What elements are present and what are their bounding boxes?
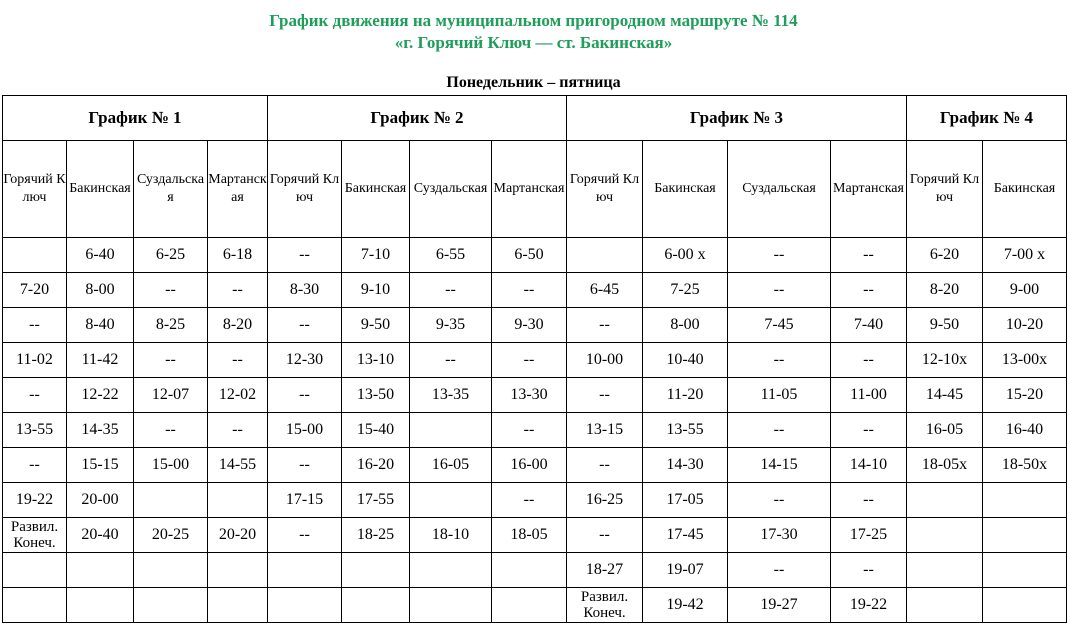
time-cell: 20-40 [67,518,134,553]
time-cell: 6-25 [134,238,208,273]
stop-header-row [3,141,1067,238]
time-cell: 9-50 [907,308,983,343]
stop-header-cell: Бакинская [983,141,1067,238]
time-cell [208,588,268,623]
time-cell: 11-42 [67,343,134,378]
time-cell [983,483,1067,518]
time-cell: -- [567,308,643,343]
stop-header-cell: Горячий Ключ [268,141,342,238]
time-cell: 6-00 х [643,238,728,273]
time-cell: 6-18 [208,238,268,273]
time-cell: -- [831,483,907,518]
time-cell: -- [831,553,907,588]
time-cell: 7-00 х [983,238,1067,273]
time-cell: 14-30 [643,448,728,483]
stop-header-cell: Мартанская [492,141,567,238]
time-cell: -- [728,238,831,273]
table-row [3,588,1067,623]
table-row [3,308,1067,343]
time-cell: -- [831,343,907,378]
time-cell: -- [831,273,907,308]
time-cell: 12-30 [268,343,342,378]
time-cell: 10-00 [567,343,643,378]
time-cell: 18-50х [983,448,1067,483]
stop-header-cell: Бакинская [643,141,728,238]
schedule-table [2,95,1067,623]
time-cell: 10-40 [643,343,728,378]
stop-header-cell: Суздальская [728,141,831,238]
time-cell: 20-25 [134,518,208,553]
time-cell: 15-00 [268,413,342,448]
time-cell: -- [831,413,907,448]
time-cell: 6-55 [410,238,492,273]
document-title [0,10,1067,54]
time-cell: 17-55 [342,483,410,518]
time-cell: 14-10 [831,448,907,483]
time-cell [410,588,492,623]
time-cell [268,588,342,623]
time-cell: 7-40 [831,308,907,343]
table-row [3,273,1067,308]
time-cell: 8-00 [643,308,728,343]
time-cell [134,553,208,588]
time-cell: -- [492,483,567,518]
time-cell: 7-20 [3,273,67,308]
stop-header-cell: Суздальская [410,141,492,238]
time-cell [983,553,1067,588]
time-cell: 14-15 [728,448,831,483]
time-cell: 7-10 [342,238,410,273]
time-cell: 7-25 [643,273,728,308]
time-cell: 7-45 [728,308,831,343]
time-cell [208,483,268,518]
time-cell: 15-00 [134,448,208,483]
time-cell: 14-55 [208,448,268,483]
time-cell [907,518,983,553]
table-row [3,553,1067,588]
time-cell: 8-40 [67,308,134,343]
time-cell [492,588,567,623]
time-cell: 13-55 [3,413,67,448]
time-cell: -- [3,448,67,483]
table-row [3,378,1067,413]
table-row [3,518,1067,553]
time-cell: -- [268,518,342,553]
time-cell: Развил. Конеч. [3,518,67,553]
schedule-group-header-row [3,96,1067,141]
time-cell: 6-50 [492,238,567,273]
time-cell: 19-22 [3,483,67,518]
time-cell: 18-25 [342,518,410,553]
time-cell: 18-05х [907,448,983,483]
time-cell: 11-02 [3,343,67,378]
time-cell: 11-20 [643,378,728,413]
time-cell: 19-22 [831,588,907,623]
time-cell: -- [268,308,342,343]
schedule-group-3: График № 3 [567,96,907,141]
time-cell: -- [728,413,831,448]
time-cell: 13-15 [567,413,643,448]
time-cell [3,588,67,623]
time-cell: 16-40 [983,413,1067,448]
time-cell [567,238,643,273]
table-row [3,238,1067,273]
time-cell [342,553,410,588]
time-cell: -- [3,308,67,343]
time-cell: 14-35 [67,413,134,448]
time-cell [410,413,492,448]
time-cell: -- [567,518,643,553]
time-cell: 10-20 [983,308,1067,343]
time-cell: -- [492,413,567,448]
time-cell: 18-05 [492,518,567,553]
schedule-subtitle: Понедельник – пятница [446,74,621,91]
time-cell: 19-07 [643,553,728,588]
stop-header-cell: Суздальская [134,141,208,238]
schedule-group-2: График № 2 [268,96,567,141]
stop-header-cell: Горячий Ключ [3,141,67,238]
time-cell: 19-42 [643,588,728,623]
time-cell [67,553,134,588]
time-cell: 17-45 [643,518,728,553]
time-cell: -- [208,413,268,448]
time-cell: -- [728,553,831,588]
time-cell [342,588,410,623]
time-cell: 13-00х [983,343,1067,378]
time-cell [983,518,1067,553]
stop-header-cell: Бакинская [342,141,410,238]
time-cell [410,553,492,588]
time-cell: 9-35 [410,308,492,343]
time-cell: 16-20 [342,448,410,483]
time-cell [907,483,983,518]
title-line-1: График движения на муниципальном пригородном маршруте № 114 [269,11,798,30]
time-cell: 8-25 [134,308,208,343]
time-cell: 20-20 [208,518,268,553]
time-cell [268,553,342,588]
time-cell [492,553,567,588]
time-cell: -- [134,413,208,448]
time-cell [907,553,983,588]
time-cell: 13-55 [643,413,728,448]
time-cell: 12-07 [134,378,208,413]
time-cell [134,588,208,623]
time-cell [67,588,134,623]
time-cell: Развил. Конеч. [567,588,643,623]
time-cell [134,483,208,518]
stop-header-cell: Бакинская [67,141,134,238]
time-cell: 16-25 [567,483,643,518]
schedule-group-1: График № 1 [3,96,268,141]
time-cell: 13-50 [342,378,410,413]
time-cell: -- [567,378,643,413]
time-cell: 20-00 [67,483,134,518]
time-cell: 15-15 [67,448,134,483]
time-cell: -- [567,448,643,483]
time-cell: 9-30 [492,308,567,343]
table-row [3,483,1067,518]
time-cell: 8-20 [208,308,268,343]
time-cell: 13-30 [492,378,567,413]
table-row [3,343,1067,378]
time-cell: -- [208,343,268,378]
table-row [3,413,1067,448]
time-cell: -- [728,343,831,378]
time-cell [3,553,67,588]
time-cell: -- [268,378,342,413]
time-cell: -- [134,273,208,308]
time-cell: -- [268,448,342,483]
stop-header-cell: Горячий Ключ [907,141,983,238]
time-cell [410,483,492,518]
time-cell: 8-00 [67,273,134,308]
stop-header-cell: Мартанская [831,141,907,238]
schedule-group-4: График № 4 [907,96,1067,141]
title-line-2: «г. Горячий Ключ — ст. Бакинская» [394,33,673,52]
time-cell [983,588,1067,623]
time-cell: 13-10 [342,343,410,378]
time-cell: -- [831,238,907,273]
time-cell: 9-10 [342,273,410,308]
time-cell: 17-05 [643,483,728,518]
time-cell: 12-10х [907,343,983,378]
stop-header-cell: Мартанская [208,141,268,238]
time-cell: 18-10 [410,518,492,553]
time-cell: 17-15 [268,483,342,518]
time-cell: 9-50 [342,308,410,343]
time-cell: 19-27 [728,588,831,623]
time-cell: 6-40 [67,238,134,273]
time-cell: 12-22 [67,378,134,413]
time-cell: -- [728,273,831,308]
time-cell: 14-45 [907,378,983,413]
time-cell: 11-00 [831,378,907,413]
table-row [3,448,1067,483]
time-cell [907,588,983,623]
time-cell: -- [268,238,342,273]
time-cell: 16-05 [410,448,492,483]
time-cell: 18-27 [567,553,643,588]
time-cell [3,238,67,273]
time-cell: 11-05 [728,378,831,413]
time-cell: -- [728,483,831,518]
time-cell: 6-20 [907,238,983,273]
time-cell: 12-02 [208,378,268,413]
stop-header-cell: Горячий Ключ [567,141,643,238]
time-cell: 17-25 [831,518,907,553]
time-cell: -- [492,343,567,378]
time-cell: -- [208,273,268,308]
time-cell: 6-45 [567,273,643,308]
time-cell: 8-30 [268,273,342,308]
time-cell: -- [492,273,567,308]
time-cell: 13-35 [410,378,492,413]
time-cell: 8-20 [907,273,983,308]
time-cell: 17-30 [728,518,831,553]
time-cell: 16-05 [907,413,983,448]
time-cell: -- [134,343,208,378]
time-cell: 16-00 [492,448,567,483]
time-cell: -- [3,378,67,413]
time-cell: 9-00 [983,273,1067,308]
time-cell [208,553,268,588]
time-cell: 15-20 [983,378,1067,413]
time-cell: -- [410,343,492,378]
time-cell: 15-40 [342,413,410,448]
time-cell: -- [410,273,492,308]
